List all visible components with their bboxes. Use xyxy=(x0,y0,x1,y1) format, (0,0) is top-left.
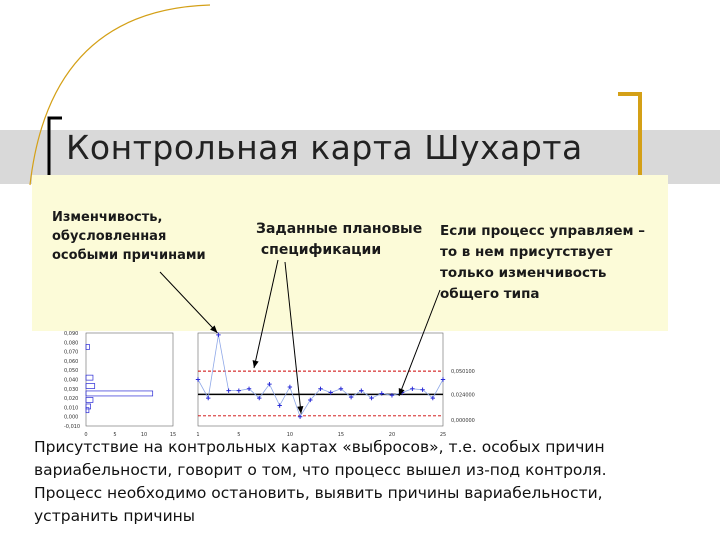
histogram-y-tick-label: 0,060 xyxy=(64,358,79,365)
histogram-bar xyxy=(86,391,153,396)
histogram-y-tick-label: -0,010 xyxy=(64,424,81,430)
note-line: Если процесс управляем – xyxy=(440,223,646,239)
control-chart-frame xyxy=(198,333,443,426)
center-line-label: 0,024000 xyxy=(451,392,475,399)
histogram-y-tick-label: 0,050 xyxy=(64,368,79,375)
histogram-x-tick-label: 5 xyxy=(113,432,117,438)
data-point xyxy=(298,415,302,419)
histogram-y-tick-label: 0,030 xyxy=(64,386,79,393)
page-title: Контрольная карта Шухарта xyxy=(66,128,583,167)
control-chart-x-tick-label: 15 xyxy=(337,432,345,438)
data-point xyxy=(196,377,200,381)
control-chart-x-tick-label: 10 xyxy=(286,432,294,438)
histogram-bar xyxy=(86,384,95,389)
control-chart-x-tick-label: 5 xyxy=(237,432,241,438)
histogram-y-tick-label: 0,090 xyxy=(64,331,79,337)
histogram-y-tick-label: 0,070 xyxy=(64,349,79,356)
data-point xyxy=(410,387,414,391)
histogram-bar xyxy=(86,375,93,380)
body-line: Процесс необходимо остановить, выявить причины вариабельности, xyxy=(34,484,603,502)
body-line: вариабельности, говорит о том, что процесс вышел из-под контроля. xyxy=(34,461,607,479)
note-line: спецификации xyxy=(256,242,382,258)
data-point xyxy=(277,403,281,407)
callout-arrow-outlier-high xyxy=(160,272,217,333)
note-line: то в нем присутствует xyxy=(440,244,613,260)
note-line: Заданные плановые xyxy=(256,221,423,237)
histogram-y-tick-label: 0,020 xyxy=(64,396,79,403)
body-line: устранить причины xyxy=(34,507,196,525)
note-line: общего типа xyxy=(440,286,540,302)
histogram-y-tick-label: 0,040 xyxy=(64,377,79,384)
histogram-y-tick-label: 0,080 xyxy=(64,340,79,347)
histogram-y-tick-label: 0,010 xyxy=(64,405,79,412)
callout-arrow-common-cause xyxy=(399,290,440,396)
histogram-bar xyxy=(86,408,89,413)
control-chart-x-tick-label: 1 xyxy=(196,432,200,438)
body-text xyxy=(34,436,714,528)
ucl-label: 0,050100 xyxy=(451,369,475,376)
note-line: обусловленная xyxy=(52,229,167,244)
callout-arrow-spec-limit-head xyxy=(253,360,259,368)
process-series-line xyxy=(198,335,443,417)
lcl-label: 0,000000 xyxy=(451,417,475,424)
note-line: особыми причинами xyxy=(52,248,206,263)
histogram-bar xyxy=(86,404,91,409)
histogram-bar xyxy=(86,397,93,402)
body-line: Присутствие на контрольных картах «выбросов», т.е. особых причин xyxy=(34,438,605,456)
histogram-x-tick-label: 10 xyxy=(140,432,148,438)
data-point xyxy=(441,377,445,381)
data-point xyxy=(216,333,220,337)
note-line: только изменчивость xyxy=(440,265,607,281)
histogram-bar xyxy=(86,344,89,349)
control-chart-x-tick-label: 20 xyxy=(388,432,396,438)
callout-arrow-spec-limit xyxy=(254,260,278,368)
data-point xyxy=(226,388,230,392)
note-line: Изменчивость, xyxy=(52,210,163,225)
control-chart-x-tick-label: 25 xyxy=(439,432,447,438)
histogram-frame xyxy=(86,333,173,426)
histogram-y-tick-label: 0,000 xyxy=(64,414,79,421)
data-point xyxy=(206,396,210,400)
histogram-x-tick-label: 0 xyxy=(84,432,88,438)
histogram-x-tick-label: 15 xyxy=(169,432,177,438)
data-point xyxy=(288,385,292,389)
data-point xyxy=(237,388,241,392)
